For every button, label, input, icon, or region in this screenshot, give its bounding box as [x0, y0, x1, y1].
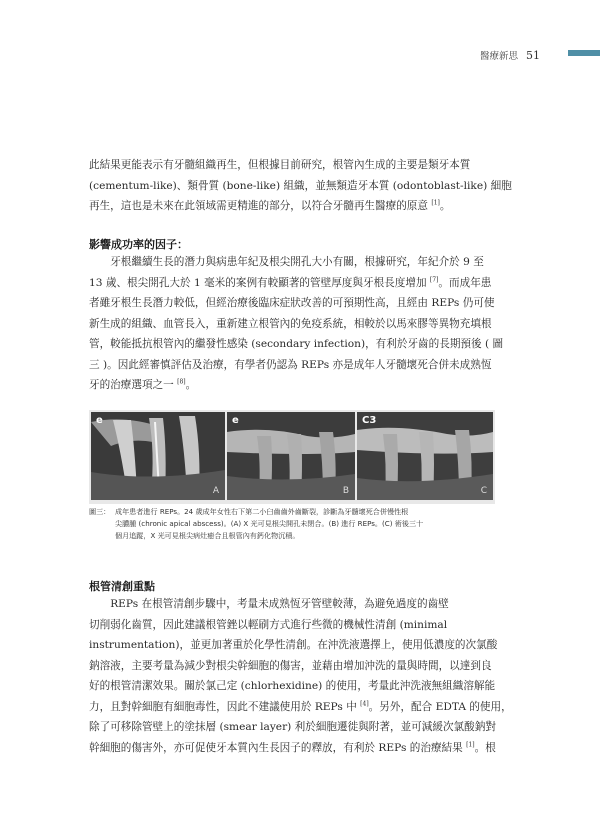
paragraph-line: 鈉溶液，主要考量為減少對根尖幹細胞的傷害，並藉由增加沖洗的量與時間，以達到良 — [89, 659, 492, 672]
journal-title: 醫療新思 — [479, 51, 518, 62]
intro-line: (cementum-like)、類骨質 (bone-like) 組織，並無類造牙本質 (odontoblast-like) 細胞 — [89, 179, 512, 192]
paragraph-line: 三 )。因此經審慎評估及治療，有學者仍認為 REPs 亦是成年人牙髓壞死合併未成熟恆 — [89, 358, 492, 371]
factors-paragraph — [89, 252, 541, 396]
section-heading-cleaning: 根管清創重點 — [89, 580, 155, 593]
paragraph-line: 者雖牙根生長潛力較低，但經治療後臨床症狀改善的可預期性高，且經由 REPs 仍可使 — [89, 297, 495, 309]
radiograph-c — [357, 412, 493, 500]
paragraph-line: 幹細胞的傷害外，亦可促使牙本質內生長因子的釋放，有利於 REPs 的治療結果 [1]。根 — [89, 740, 496, 754]
intro-line: 再生，這也是未來在此領域需更精進的部分，以符合牙髓再生醫療的原意 [1]。 — [89, 199, 451, 212]
figure-caption — [89, 506, 499, 541]
paragraph-line: 13 歲、根尖開孔大於 1 毫米的案例有較顯著的管壁厚度與牙根長度增加 [7]。而成年患 — [89, 275, 492, 289]
page-number: 51 — [526, 48, 540, 62]
citation: [4] — [360, 699, 369, 707]
citation: [1] — [466, 740, 475, 748]
panel-corner-mark: C3 — [362, 415, 377, 426]
panel-corner-mark: e — [96, 415, 103, 426]
caption-label: 圖三： — [89, 507, 111, 516]
paragraph-line: 新生成的組織、血管長入，重新建立根管內的免疫系統，相較於以馬來膠等異物充填根 — [89, 317, 492, 330]
caption-line: 個月追蹤，X 光可見根尖病灶癒合且根管內有鈣化物沉積。 — [115, 530, 300, 540]
paragraph-line: 牙的治療選項之一 [8]。 — [89, 378, 197, 391]
figure-radiographs — [89, 410, 495, 504]
paragraph-line: 力，且對幹細胞有細胞毒性，因此不建議使用於 REPs 中 [4]。另外，配合 EDTA 的使用， — [89, 699, 512, 713]
section-heading-factors: 影響成功率的因子： — [89, 238, 188, 251]
intro-paragraph — [89, 155, 541, 217]
radiograph-a — [91, 412, 225, 500]
paragraph-line: 管，較能抵抗根管內的繼發性感染 (secondary infection)，有利於牙齒的長期預後 ( 圖 — [89, 338, 504, 350]
paragraph-line: REPs 在根管清創步驟中，考量未成熟恆牙管壁較薄，為避免過度的齒壁 — [110, 598, 449, 610]
running-header — [480, 48, 540, 62]
panel-label: B — [342, 486, 349, 496]
panel-corner-mark: e — [232, 415, 239, 426]
citation: [1] — [431, 199, 440, 207]
intro-line: 此結果更能表示有牙髓組織再生，但根據目前研究，根管內生成的主要是類牙本質 — [89, 159, 471, 171]
paragraph-line: 除了可移除管壁上的塗抹層 (smear layer) 利於細胞遷徙與附著，並可減緩次氯酸鈉對 — [89, 721, 496, 733]
paragraph-line: 切削弱化齒質，因此建議根管銼以輕刷方式進行些微的機械性清創 (minimal — [89, 618, 448, 631]
panel-label: C — [480, 486, 487, 496]
header-accent-bar — [568, 50, 600, 56]
caption-line: 尖膿腫 (chronic apical abscess)。(A) X 光可見根尖開孔未閉合。(B) 進行 REPs。(C) 術後三十 — [115, 518, 424, 528]
paragraph-line: 好的根管清潔效果。關於氯己定 (chlorhexidine) 的使用，考量此沖洗液無組織溶解能 — [89, 680, 496, 692]
paragraph-line: instrumentation)，並更加著重於化學性清創。在沖洗液選擇上，使用低濃度的次氯酸 — [89, 639, 498, 651]
citation: [8] — [177, 378, 186, 386]
radiograph-b — [227, 412, 355, 500]
citation: [7] — [429, 275, 439, 283]
cleaning-paragraph — [89, 594, 541, 758]
panel-label: A — [212, 486, 219, 496]
caption-line: 成年患者進行 REPs。24 歲成年女性右下第二小臼齒齒外齒斷裂，診斷為牙髓壞死合併慢性根 — [115, 507, 409, 516]
paragraph-line: 牙根繼續生長的潛力與病患年紀及根尖開孔大小有關，根據研究，年紀介於 9 至 — [110, 256, 484, 268]
